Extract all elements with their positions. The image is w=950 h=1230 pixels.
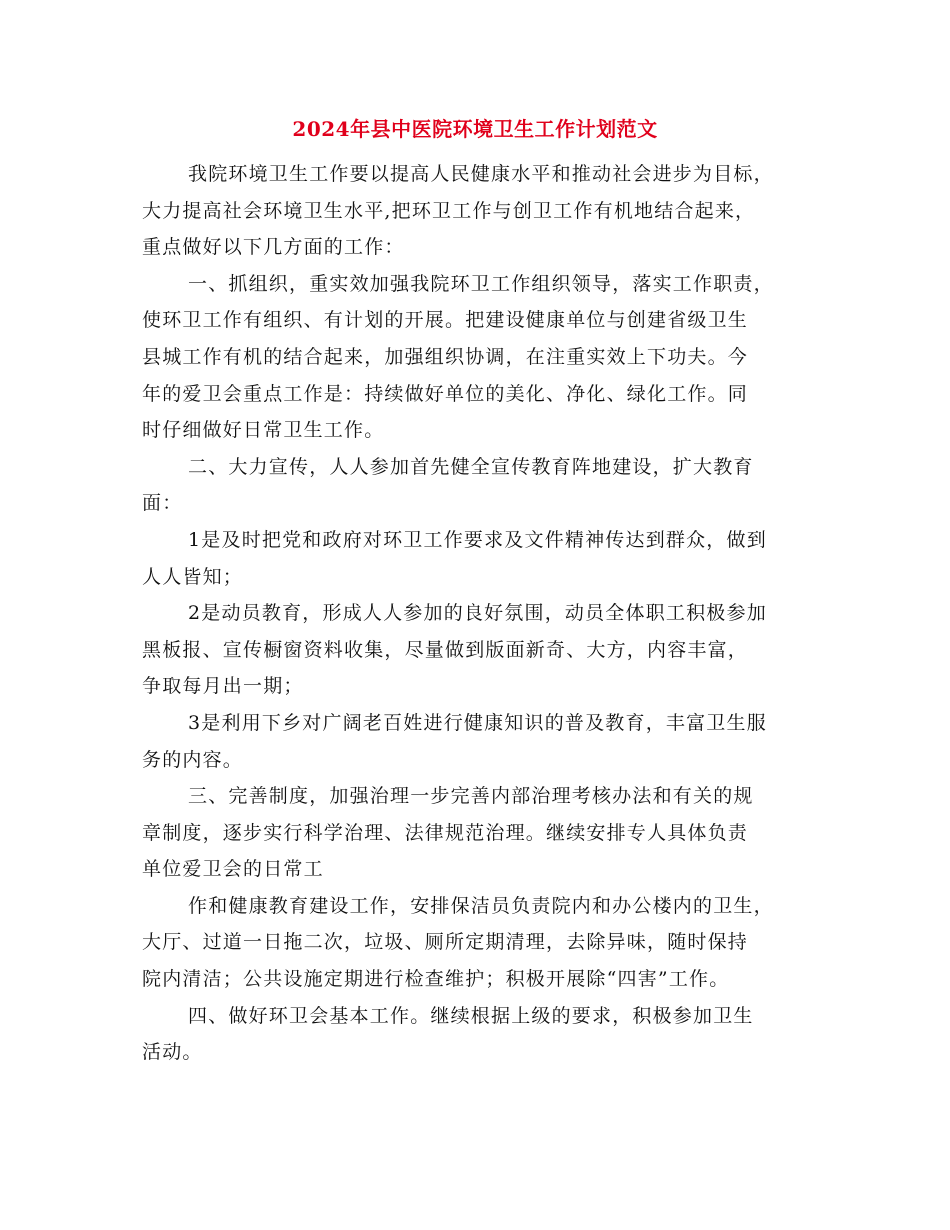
body-line: 使环卫工作有组织、有计划的开展。把建设健康单位与创建省级卫生	[142, 309, 749, 332]
body-line: 院内清洁；公共设施定期进行检查维护；积极开展除“四害”工作。	[142, 968, 730, 991]
body-line: 活动。	[142, 1041, 203, 1064]
body-line: 四、做好环卫会基本工作。继续根据上级的要求，积极参加卫生	[188, 1004, 754, 1027]
body-line: 一、抓组织，重实效加强我院环卫工作组织领导，落实工作职责，	[188, 272, 774, 295]
body-line: 重点做好以下几方面的工作：	[142, 236, 405, 259]
body-line: 大厅、过道一日拖二次，垃圾、厕所定期清理，去除异味，随时保持	[142, 931, 749, 954]
body-line: 我院环境卫生工作要以提高人民健康水平和推动社会进步为目标，	[188, 163, 774, 185]
body-line: 县城工作有机的结合起来，加强组织协调，在注重实效上下功夫。今	[142, 345, 749, 368]
body-line: 作和健康教育建设工作，安排保洁员负责院内和办公楼内的卫生，	[188, 894, 774, 917]
body-line: 务的内容。	[142, 748, 244, 771]
body-line: 人人皆知；	[142, 565, 244, 588]
body-line: 章制度，逐步实行科学治理、法律规范治理。继续安排专人具体负责	[142, 821, 749, 844]
document-body	[142, 156, 822, 1071]
document-title: 2024年县中医院环境卫生工作计划范文	[292, 117, 658, 141]
body-line: 面：	[142, 492, 183, 515]
body-line: 争取每月出一期；	[142, 675, 304, 698]
body-line: 三、完善制度，加强治理一步完善内部治理考核办法和有关的规	[188, 785, 754, 808]
body-line: 年的爱卫会重点工作是：持续做好单位的美化、净化、绿化工作。同	[142, 382, 749, 405]
body-line: 大力提高社会环境卫生水平,把环卫工作与创卫工作有机地结合起来，	[142, 199, 756, 222]
body-line: 3是利用下乡对广阔老百姓进行健康知识的普及教育，丰富卫生服	[188, 711, 767, 734]
body-line: 1是及时把党和政府对环卫工作要求及文件精神传达到群众，做到	[188, 528, 767, 551]
body-line: 黑板报、宣传橱窗资料收集，尽量做到版面新奇、大方，内容丰富，	[142, 638, 749, 661]
body-line: 时仔细做好日常卫生工作。	[142, 419, 385, 442]
body-line: 单位爱卫会的日常工	[142, 858, 324, 881]
body-line: 2是动员教育，形成人人参加的良好氛围，动员全体职工积极参加	[188, 602, 767, 625]
body-line: 二、大力宣传，人人参加首先健全宣传教育阵地建设，扩大教育	[188, 455, 754, 478]
